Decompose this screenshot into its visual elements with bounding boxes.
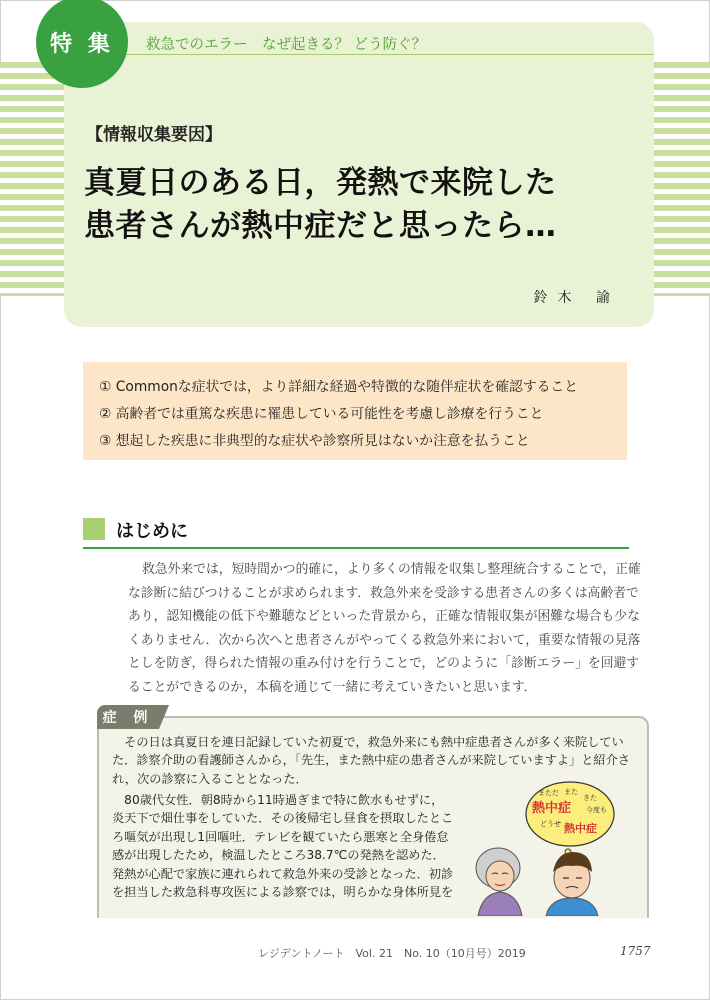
case-line: た．診察介助の看護師さんから，「先生，また熱中症の患者さんが来院していますよ」と紹介さ: [112, 753, 630, 768]
intro-paragraph: [128, 558, 641, 699]
journal-citation: レジデントノート Vol. 21 No. 10（10月号）2019: [258, 947, 526, 960]
bubble-text: まただ: [538, 789, 559, 797]
bubble-text: きた: [583, 794, 597, 802]
case-line: 80歳代女性．朝8時から11時過ぎまで特に飲水もせずに，: [112, 793, 444, 807]
doctor-figure: [546, 852, 598, 916]
doctor-patient-illustration: [460, 780, 630, 916]
case-detail-text: [112, 791, 453, 901]
bubble-text: 熱中症: [532, 801, 572, 816]
case-label-tab: [97, 705, 159, 729]
header-divider: [120, 54, 654, 55]
bubble-text: 熱中症: [564, 822, 597, 835]
case-line: 感が出現したため，検温したところ38.7℃の発熱を認めた．: [112, 848, 445, 863]
feature-badge: [36, 0, 128, 88]
key-point: ② 高齢者では重篤な疾患に罹患している可能性を考慮し診療を行うこと: [99, 406, 544, 422]
section-marker: [83, 518, 105, 540]
bubble-text: 今度も: [586, 806, 607, 814]
article-title-line-1: 真夏日のある日，発熱で来院した: [84, 165, 557, 201]
decorative-stripes-right: [654, 62, 710, 296]
intro-line: 救急外来では，短時間かつ的確に，より多くの情報を収集し整理統合することで，正確: [142, 562, 641, 577]
feature-subtitle: 救急でのエラー なぜ起きる？ どう防ぐ？: [146, 37, 427, 53]
article-title-line-2: 患者さんが熱中症だと思ったら…: [84, 208, 557, 244]
case-line: を担当した救急科専攻医による診察では，明らかな身体所見を: [112, 885, 454, 900]
intro-line: な診断に結びつけることが求められます．救急外来を受診する患者さんの多くは高齢者で: [128, 585, 639, 601]
decorative-stripes-left: [0, 62, 64, 296]
section-underline: [83, 547, 629, 549]
intro-line: あり，認知機能の低下や難聴などといった背景から，正確な情報収集が困難な場合も少な: [128, 609, 640, 624]
key-point: ① Commonな症状では，より詳細な経過や特徴的な随伴症状を確認すること: [99, 379, 579, 395]
intro-line: ることができるのか，本稿を通じて一緒に考えていきたいと思います．: [128, 679, 537, 695]
author-name: 鈴木 諭: [533, 290, 620, 306]
case-line: その日は真夏日を連日記録していた初夏で，救急外来にも熱中症患者さんが多く来院してい: [112, 735, 624, 749]
key-points-box: [83, 362, 627, 460]
key-point: ③ 想起した疾患に非典型的な症状や診察所見はないか注意を払うこと: [99, 433, 530, 449]
case-line: ろ嘔気が出現し1回嘔吐．テレビを観ていたら悪寒と全身倦怠: [112, 829, 449, 844]
case-line: 発熱が心配で家族に連れられて救急外来の受診となった．初診: [112, 866, 454, 881]
section-heading: はじめに: [116, 521, 188, 542]
intro-line: としを防ぎ，得られた情報の重み付けを行うことで，どのように「診断エラー」を回避す: [128, 656, 640, 671]
case-label: 症 例: [102, 710, 154, 726]
case-line: れ，次の診察に入ることとなった．: [112, 771, 308, 786]
page-number: 1757: [620, 944, 651, 958]
bubble-text: また: [564, 788, 578, 796]
feature-label: 特 集: [50, 31, 114, 57]
intro-line: くありません．次から次へと患者さんがやってくる救急外来において，重要な情報の見落: [128, 632, 641, 648]
case-line: 炎天下で畑仕事をしていた．その後帰宅し昼食を摂取したとこ: [112, 811, 454, 826]
patient-figure: [476, 848, 522, 916]
article-kicker: 【情報収集要因】: [86, 125, 222, 145]
bubble-text: どうせ: [540, 820, 561, 828]
